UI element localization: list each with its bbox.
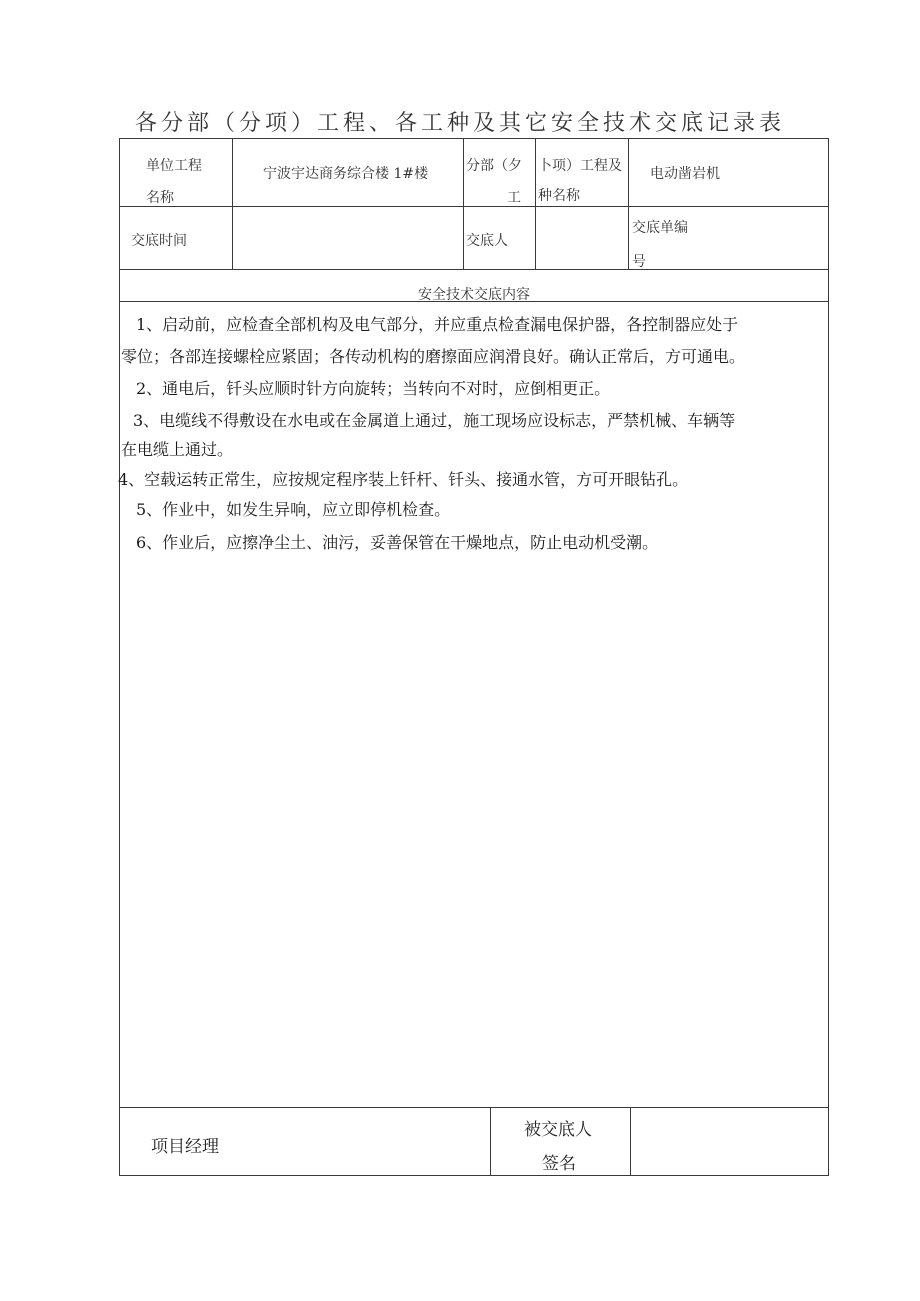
content-line: 1、启动前，应检查全部机构及电气部分，并应重点检查漏电保护器，各控制器应处于 bbox=[136, 315, 739, 334]
presenter-label: 交底人 bbox=[466, 233, 508, 249]
section-title: 安全技术交底内容 bbox=[418, 287, 530, 303]
time-label: 交底时间 bbox=[131, 233, 187, 249]
number-label-line2: 号 bbox=[632, 254, 646, 270]
sub-project-value: 电动凿岩机 bbox=[650, 166, 720, 182]
manager-label: 项目经理 bbox=[151, 1137, 219, 1157]
sub-project-label-b-line1: 卜项）工程及 bbox=[538, 158, 622, 174]
sub-project-label-a-line1: 分部（夕 bbox=[466, 158, 522, 174]
recipient-label-line2: 签名 bbox=[542, 1154, 576, 1174]
content-line: 在电缆上通过。 bbox=[121, 440, 234, 459]
content-line: 5、作业中，如发生异响，应立即停机检查。 bbox=[136, 500, 451, 519]
recipient-label-line1: 被交底人 bbox=[524, 1120, 592, 1140]
number-label-line1: 交底单编 bbox=[632, 220, 688, 236]
unit-project-value: 宁波宇达商务综合楼 1#楼 bbox=[263, 166, 429, 182]
unit-project-label-line2: 名称 bbox=[146, 190, 174, 206]
sub-project-label-b-line2: 种名称 bbox=[538, 188, 580, 204]
form-title: 各分部（分项）工程、各工种及其它安全技术交底记录表 bbox=[134, 111, 785, 136]
content-line: 2、通电后，钎头应顺时针方向旋转；当转向不对时，应倒相更正。 bbox=[136, 379, 611, 398]
content-line: 零位；各部连接螺栓应紧固；各传动机构的磨擦面应润滑良好。确认正常后，方可通电。 bbox=[121, 347, 746, 366]
content-line: 3、电缆线不得敷设在水电或在金属道上通过，施工现场应设标志，严禁机械、车辆等 bbox=[133, 411, 736, 430]
sub-project-label-a-line2: 工 bbox=[507, 190, 521, 206]
content-line: 4、空载运转正常生，应按规定程序装上钎杆、钎头、接通水管，方可开眼钻孔。 bbox=[118, 470, 689, 489]
content-line: 6、作业后，应擦净尘土、油污，妥善保管在干燥地点，防止电动机受潮。 bbox=[136, 533, 659, 552]
unit-project-label-line1: 单位工程 bbox=[146, 158, 202, 174]
